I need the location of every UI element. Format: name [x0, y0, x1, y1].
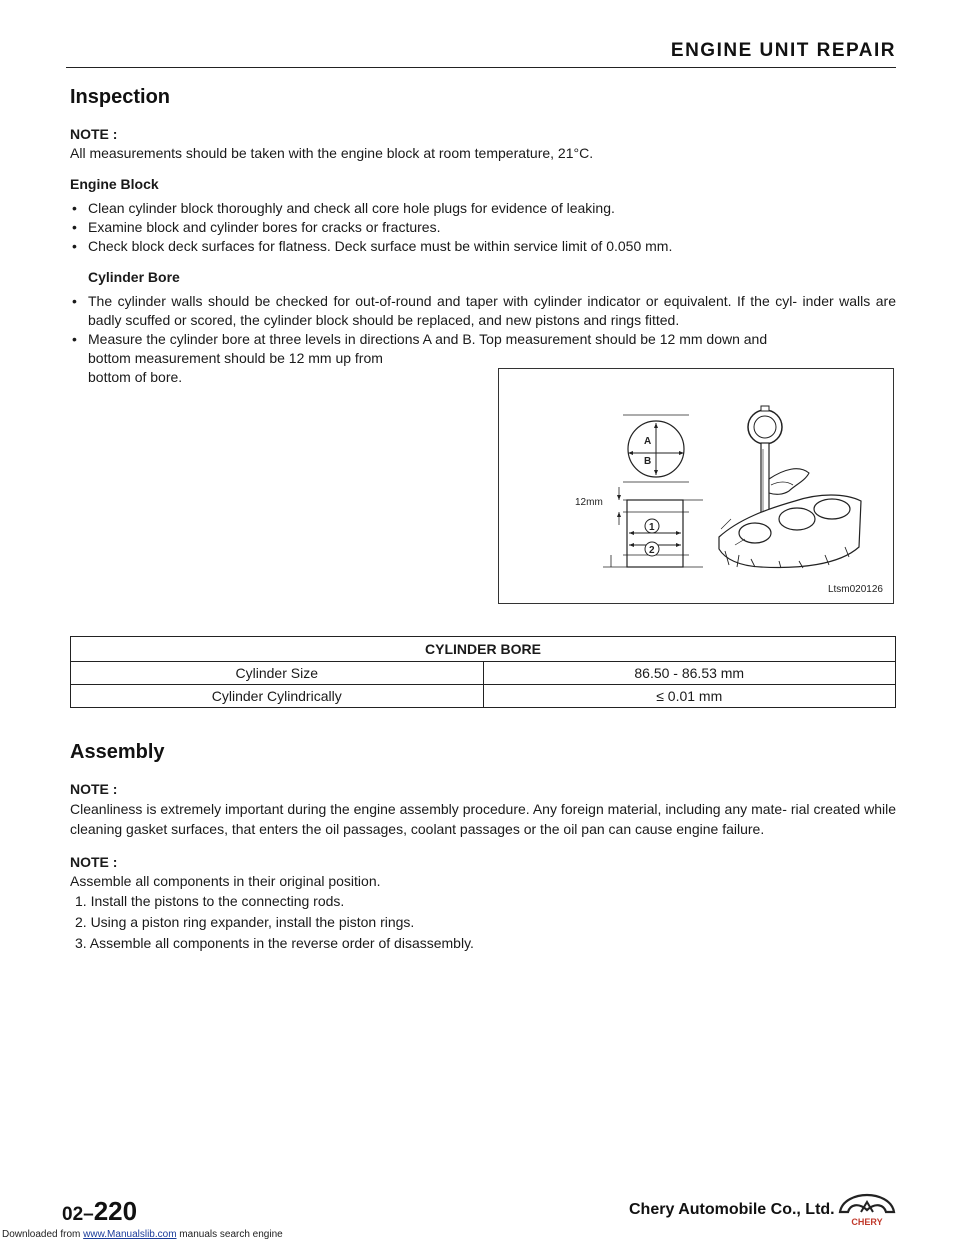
page-number-value: 220: [93, 1196, 138, 1226]
list-item: 3. Assemble all components in the reverse order of disassembly.: [75, 935, 474, 951]
assembly-section: [70, 741, 896, 954]
inspection-note-text: All measurements should be taken with the engine block at room temperature, 21°C.: [70, 145, 594, 161]
label-1: 1: [649, 522, 655, 533]
chery-logo-icon: [836, 1192, 898, 1228]
assembly-steps: [70, 891, 896, 954]
cylinder-bore-illustration: [499, 369, 895, 605]
table-row: [71, 685, 896, 708]
list-item: 2. Using a piston ring expander, install the piston rings.: [75, 914, 415, 930]
company-name: Chery Automobile Co., Ltd.: [629, 1201, 835, 1218]
list-item: 1. Install the pistons to the connecting rods.: [75, 893, 345, 909]
page-header-title: ENGINE UNIT REPAIR: [670, 40, 896, 61]
label-2: 2: [649, 545, 655, 556]
assembly-note1-text: Cleanliness is extremely important during the engine assembly procedure. Any foreign material, including any mate- rial created while cleaning gasket surfaces, that enters the oil passages, coolant passages or the oil pan can cause engine failure.: [70, 801, 896, 837]
engine-block-title: Engine Block: [70, 176, 159, 192]
cylinder-bore-figure: [498, 368, 894, 604]
table-cell-label: Cylinder Cylindrically: [71, 685, 484, 708]
table-header-row: [71, 637, 896, 662]
page-number: [62, 1196, 137, 1227]
label-b: B: [644, 456, 652, 467]
inspection-heading: Inspection: [70, 86, 171, 108]
list-item: • Clean cylinder block thoroughly and check all core hole plugs for evidence of leaking.: [70, 199, 896, 218]
download-prefix: Downloaded from: [2, 1229, 84, 1240]
engine-block-list: [70, 199, 896, 256]
cylinder-bore-spec-table: [70, 636, 896, 708]
main-content: [70, 86, 896, 387]
download-notice: [2, 1229, 283, 1240]
inspection-note-label: NOTE :: [70, 126, 118, 142]
assembly-note1-label: NOTE :: [70, 781, 118, 797]
logo-text: CHERY: [851, 1217, 883, 1227]
download-suffix: manuals search engine: [176, 1229, 283, 1240]
list-item: • The cylinder walls should be checked for out-of-round and taper with cylinder indicator or equivalent. If the cyl- inder walls are badly scuffed or scored, the cylinder block should be replaced, and new pistons and rings fitted.: [70, 292, 896, 330]
table-cell-label: Cylinder Size: [71, 662, 484, 685]
section-number: 02–: [62, 1204, 94, 1225]
label-a: A: [644, 436, 652, 447]
table-title: CYLINDER BORE: [71, 637, 896, 662]
bullet2-line2: bottom measurement should be 12 mm up from: [88, 350, 383, 366]
bullet2-line1: • Measure the cylinder bore at three levels in directions A and B. Top measurement should be 12 mm down and: [88, 331, 768, 347]
figure-id: Ltsm020126: [827, 584, 883, 595]
label-12mm: 12mm: [575, 497, 603, 508]
table-row: [71, 662, 896, 685]
assembly-note2-text: Assemble all components in their original position.: [70, 873, 381, 889]
assembly-heading: Assembly: [70, 741, 165, 763]
cylinder-bore-title: Cylinder Bore: [88, 269, 180, 285]
table-cell-value: ≤ 0.01 mm: [483, 685, 896, 708]
assembly-note2-label: NOTE :: [70, 854, 118, 870]
header-rule: [66, 67, 896, 68]
table-cell-value: 86.50 - 86.53 mm: [483, 662, 896, 685]
bullet2-line3: bottom of bore.: [88, 369, 183, 385]
list-item: • Examine block and cylinder bores for cracks or fractures.: [70, 218, 896, 237]
manualslib-link[interactable]: www.Manualslib.com: [83, 1229, 177, 1240]
list-item: • Check block deck surfaces for flatness. Deck surface must be within service limit of 0.050 mm.: [70, 237, 896, 256]
